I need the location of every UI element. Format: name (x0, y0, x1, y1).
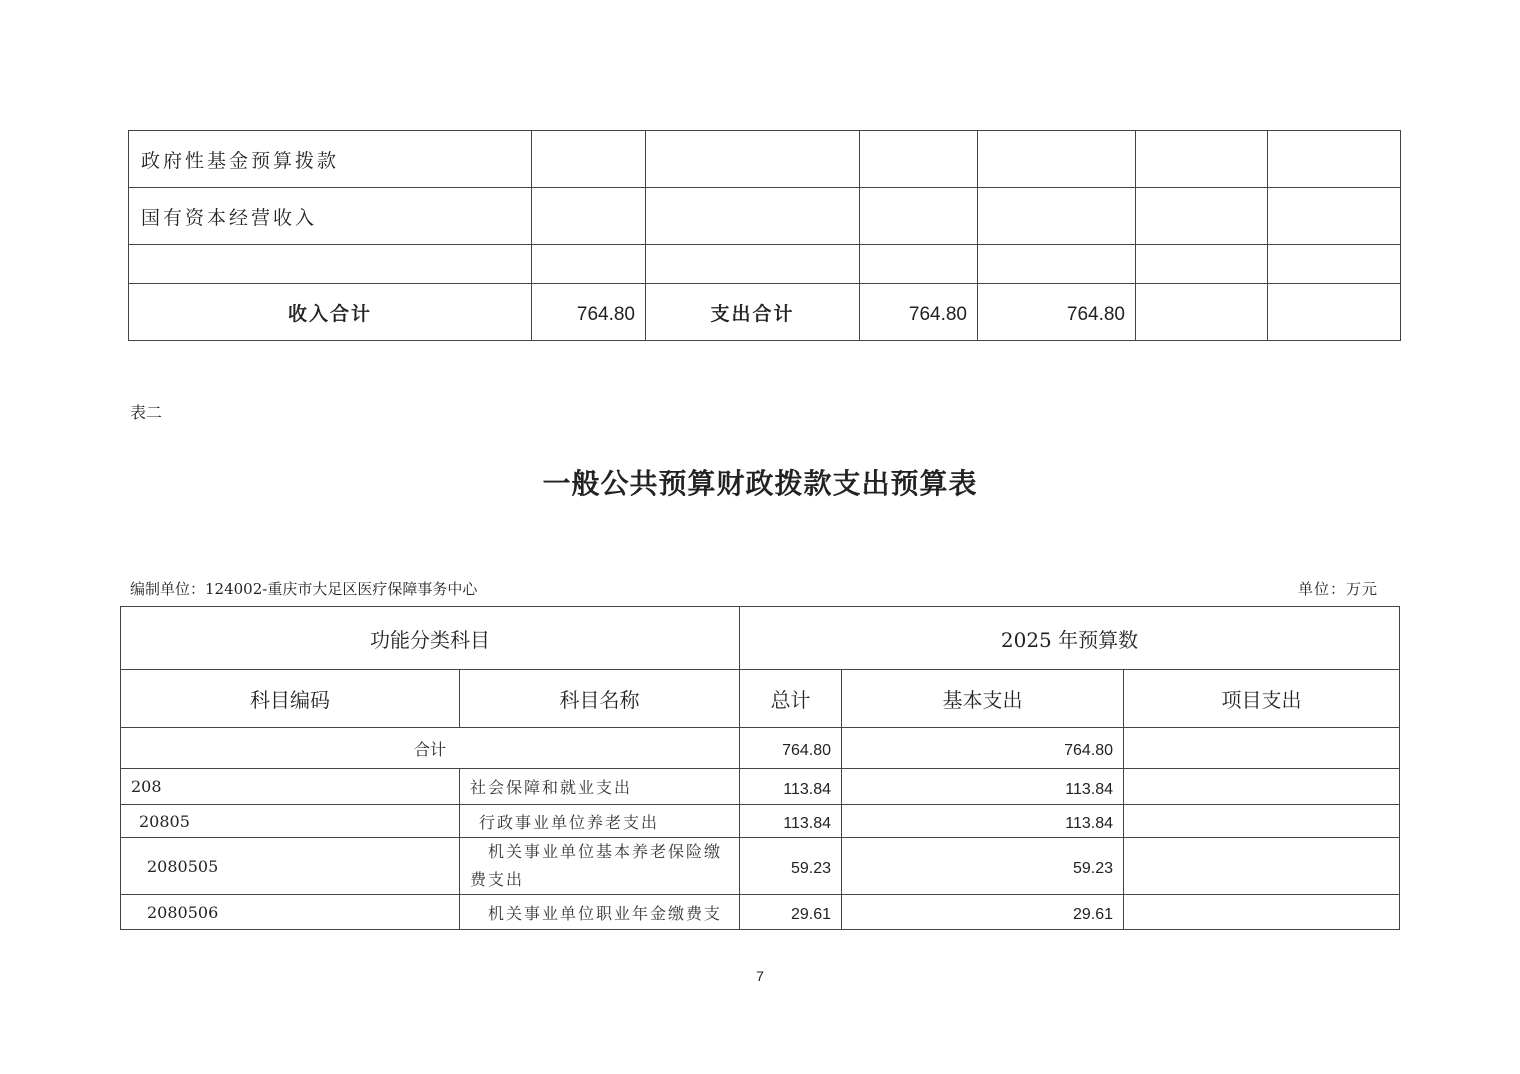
row-project (1124, 895, 1400, 930)
row-project (1124, 805, 1400, 838)
income-total-label: 收入合计 (129, 284, 532, 341)
row-label: 政府性基金预算拨款 (129, 131, 532, 188)
compile-unit: 编制单位：124002-重庆市大足区医疗保障事务中心 (130, 580, 478, 598)
row-total: 59.23 (740, 838, 842, 895)
row-basic: 59.23 (842, 838, 1124, 895)
table-row (121, 895, 1400, 930)
row-basic: 29.61 (842, 895, 1124, 930)
header-total: 总计 (740, 670, 842, 728)
row-code: 208 (121, 769, 460, 805)
row-basic: 113.84 (842, 805, 1124, 838)
page-number: 7 (756, 968, 764, 984)
row-total: 113.84 (740, 805, 842, 838)
table-row (129, 131, 1401, 188)
table-row (121, 805, 1400, 838)
header-row (121, 607, 1400, 670)
row-label (129, 245, 532, 284)
expense-total-value: 764.80 (860, 284, 978, 341)
header-project: 项目支出 (1124, 670, 1400, 728)
header-name: 科目名称 (460, 670, 740, 728)
expenditure-budget-table (120, 606, 1400, 930)
row-label: 国有资本经营收入 (129, 188, 532, 245)
sheet-label: 表二 (130, 403, 163, 422)
row-basic: 113.84 (842, 769, 1124, 805)
total-label: 合计 (121, 728, 740, 769)
expense-total-basic-value: 764.80 (978, 284, 1136, 341)
page-title: 一般公共预算财政拨款支出预算表 (542, 467, 978, 500)
expense-total-label: 支出合计 (646, 284, 860, 341)
total-project (1124, 728, 1400, 769)
total-row (121, 728, 1400, 769)
row-name: 行政事业单位养老支出 (460, 805, 740, 838)
row-project (1124, 838, 1400, 895)
income-expense-summary-table (128, 130, 1401, 341)
income-total-value: 764.80 (532, 284, 646, 341)
total-row (129, 284, 1401, 341)
row-code: 2080506 (121, 895, 460, 930)
row-total: 113.84 (740, 769, 842, 805)
table-row (121, 838, 1400, 895)
total-basic: 764.80 (842, 728, 1124, 769)
header-basic: 基本支出 (842, 670, 1124, 728)
header-category: 功能分类科目 (121, 607, 740, 670)
header-row (121, 670, 1400, 728)
row-name: 机关事业单位基本养老保险缴费支出 (460, 838, 740, 895)
row-name: 机关事业单位职业年金缴费支 (460, 895, 740, 930)
header-code: 科目编码 (121, 670, 460, 728)
row-code: 20805 (121, 805, 460, 838)
row-name: 社会保障和就业支出 (460, 769, 740, 805)
row-project (1124, 769, 1400, 805)
table-row (129, 245, 1401, 284)
table-row (129, 188, 1401, 245)
currency-unit: 单位：万元 (1298, 580, 1379, 598)
header-year-budget: 2025 年预算数 (740, 607, 1400, 670)
row-total: 29.61 (740, 895, 842, 930)
row-code: 2080505 (121, 838, 460, 895)
total-total: 764.80 (740, 728, 842, 769)
table-row (121, 769, 1400, 805)
